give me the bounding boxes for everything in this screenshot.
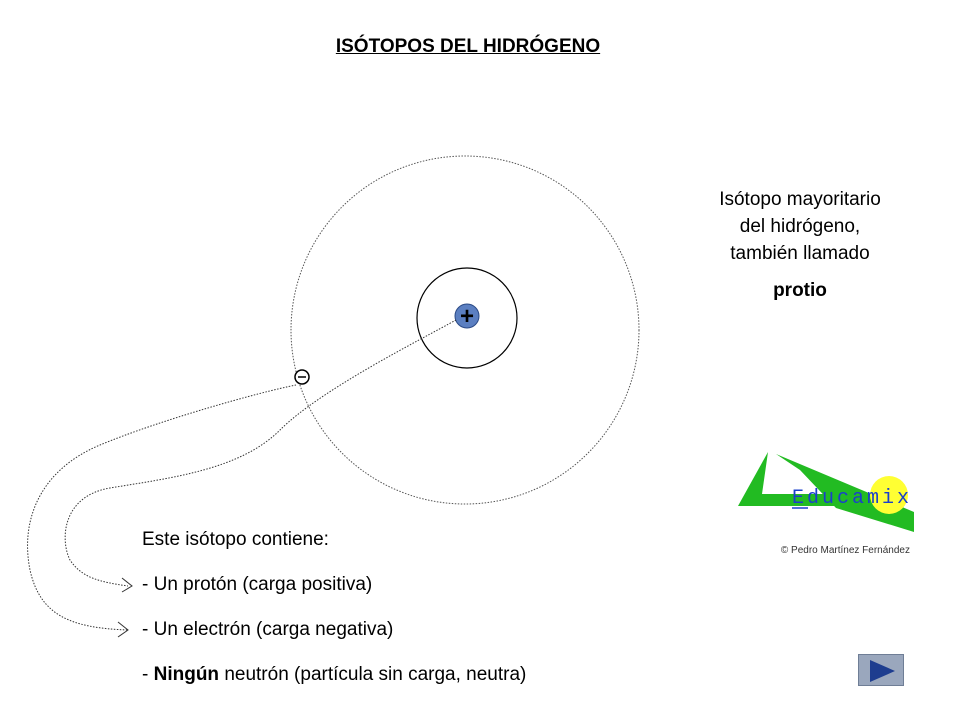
electron-orbit: [291, 156, 639, 504]
page-title: ISÓTOPOS DEL HIDRÓGENO: [335, 36, 601, 57]
isotope-description: [662, 186, 938, 304]
isotope-name: protio: [773, 280, 827, 301]
contents-heading: Este isótopo contiene:: [142, 529, 329, 550]
item-text: Un electrón (carga negativa): [153, 619, 394, 640]
description-line-1: Isótopo mayoritario: [719, 189, 881, 210]
item-prefix: -: [142, 574, 154, 595]
contents-item-electron: [142, 618, 526, 663]
copyright-text: © Pedro Martínez Fernández: [780, 545, 910, 556]
item-text: Un protón (carga positiva): [153, 574, 373, 595]
contents-item-proton: [142, 573, 526, 618]
educamix-logo: [738, 450, 918, 540]
proton-symbol: +: [459, 303, 475, 330]
logo-graphic: [738, 450, 918, 540]
item-bold: Ningún: [153, 664, 220, 685]
description-line-2: del hidrógeno,: [739, 216, 861, 237]
play-right-icon: [859, 655, 905, 687]
item-prefix: -: [142, 619, 154, 640]
svg-text:Educamix: Educamix: [792, 487, 913, 510]
item-text: neutrón (partícula sin carga, neutra): [219, 664, 527, 685]
contents-item-neutron: [142, 663, 526, 708]
proton-pointer-arrow: [122, 578, 132, 592]
isotope-contents: [142, 528, 526, 708]
item-prefix: -: [142, 664, 154, 685]
next-slide-button[interactable]: [858, 654, 904, 686]
description-line-3: también llamado: [730, 243, 870, 264]
